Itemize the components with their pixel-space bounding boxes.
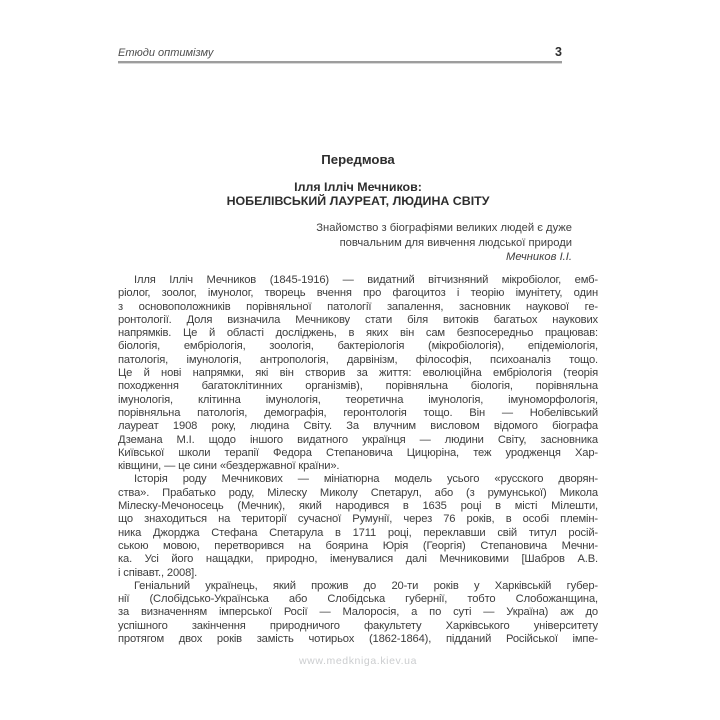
body-line: ською мовою, перетворився на боярина Юрія (Георгія) Степановича Мечни- — [118, 539, 598, 552]
body-line: ка. Усі його нащадки, природно, іменувалися далі Мечниковими [Шабров А.В. — [118, 553, 598, 566]
body-line: успішного закінчення природничого факультету Харківського університету — [118, 619, 598, 632]
body-line: ронтології. Доля визначила Мечникову стати біля витоків багатьох наукових — [118, 313, 598, 326]
body-line: Це й нові напрямки, які він створив за життя: еволюційна ембріологія (теорія — [118, 367, 598, 380]
header-rule — [118, 61, 562, 64]
body-line: ріолог, зоолог, імунолог, творець вчення про фагоцитоз і теорію імунітету, один — [118, 287, 598, 300]
body-line: патологія, імунологія, антропологія, дарвінізм, філософія, психоаналіз тощо. — [118, 353, 598, 366]
body-line: що знаходиться на території сучасної Румунії, через 76 років, в особі племін- — [118, 513, 598, 526]
running-header-title: Етюди оптимізму — [118, 47, 214, 59]
body-line: імунологія, клітинна імунологія, теоретична імунологія, імуноморфологія, — [118, 393, 598, 406]
body-line: лауреат 1908 року, людина Світу. За влучним висловом відомого біографа — [118, 420, 598, 433]
epigraph — [118, 221, 572, 265]
epigraph-attribution: Мечников І.І. — [506, 251, 572, 264]
chapter-title — [118, 180, 598, 209]
footer-website: www.medkniga.kiev.ua — [298, 655, 418, 667]
section-heading: Передмова — [321, 152, 395, 167]
body-line: Дземана М.І. щодо іншого видатного українця — людини Світу, засновника — [118, 433, 598, 446]
chapter-title-line-1: Ілля Ілліч Мечников: — [294, 180, 422, 194]
body-line: напрямків. Це й області досліджень, в яких він сам безпосередньо працював: — [118, 327, 598, 340]
epigraph-line-2: повчальним для вивчення людської природи — [339, 236, 572, 249]
body-line: Київської школи терапії Федора Степановича Цицюріна, теж уродженця Хар- — [118, 446, 598, 459]
body-line: Геніальний українець, який прожив до 20-ти років у Харківській губер- — [134, 579, 598, 592]
body-line: Ілля Ілліч Мечников (1845-1916) — видатний вітчизняний мікробіолог, емб- — [134, 274, 598, 286]
body-line: ства». Прабатько роду, Мілеску Миколу Спетарул, або (з румунської) Микола — [118, 486, 598, 499]
body-line: Мілеску-Мечоносець (Мечник), який народився в 1635 році в місті Мілешти, — [118, 500, 598, 513]
body-line: з основоположників порівняльної патології запалення, засновник наукової ге- — [118, 300, 598, 313]
body-line: ківщини, — це сини «бездержавної країни». — [118, 460, 340, 473]
body-line: порівняльна патологія, демографія, геронтологія тощо. Він — Нобелівський — [118, 406, 598, 419]
body-text — [118, 274, 598, 646]
body-line: ника Джорджа Стефана Спетарула в 1711 році, переклавши свій титул росій- — [118, 526, 598, 539]
epigraph-line-1: Знайомство з біографіями великих людей є дуже — [316, 222, 572, 234]
body-line: і співавт., 2008]. — [118, 566, 198, 579]
body-line: Історія роду Мечникових — мініатюрна модель усього «русского дворян- — [134, 473, 598, 486]
chapter-title-line-2: НОБЕЛІВСЬКИЙ ЛАУРЕАТ, ЛЮДИНА СВІТУ — [226, 194, 490, 209]
body-line: походження багатоклітинних організмів), порівняльна біологія, порівняльна — [118, 380, 598, 393]
body-line: за визначенням імперської Росії — Малоросія, а по суті — Україна) аж до — [118, 606, 598, 619]
body-line: біологія, ембріологія, зоологія, бактеріологія (мікробіологія), епідеміологія, — [118, 340, 598, 353]
body-line: протягом двох років замість чотирьох (1862-1864), підданий Російської імпе- — [118, 633, 598, 646]
body-line: нії (Слобідсько-Українська або Слобідська губернії, тобто Слобожанщина, — [118, 593, 598, 606]
page-number: 3 — [555, 45, 562, 59]
